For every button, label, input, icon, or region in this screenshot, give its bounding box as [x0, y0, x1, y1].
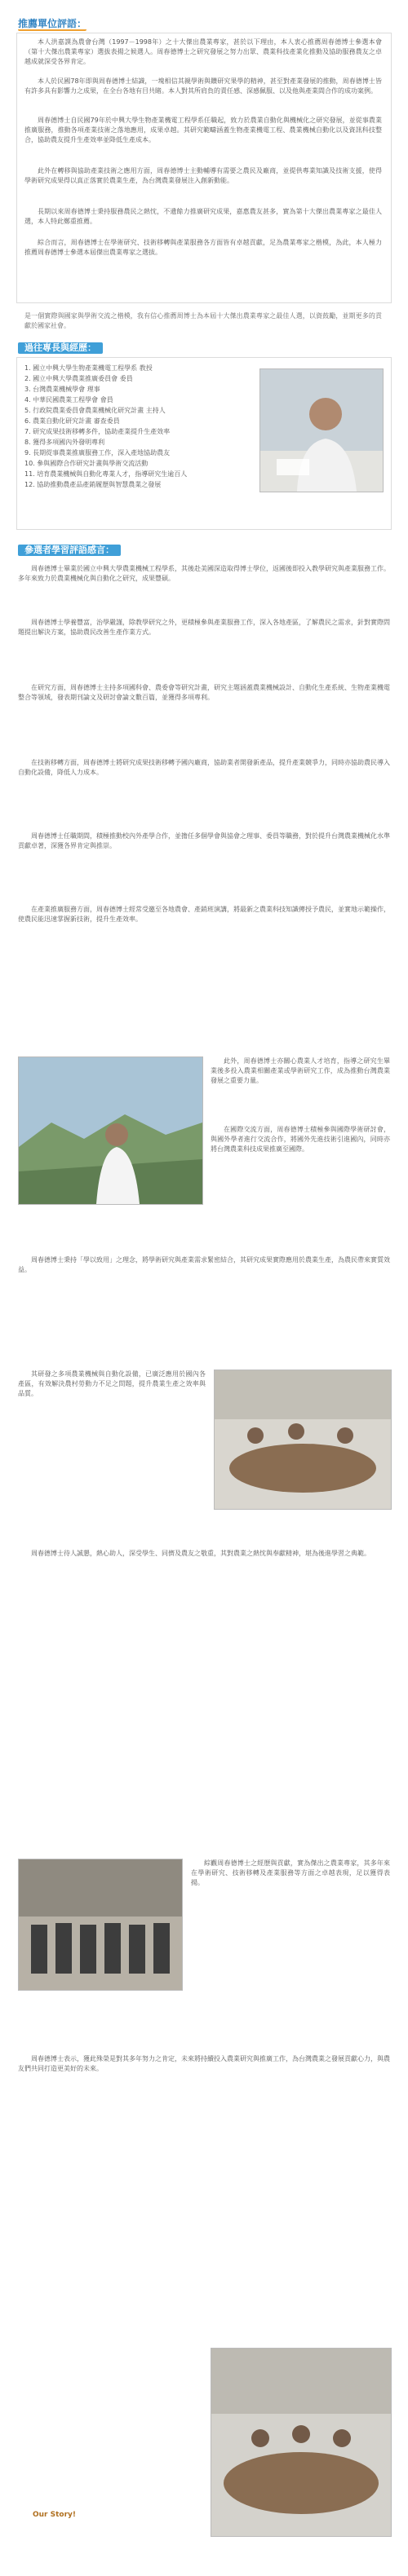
closing-quote: Our Story!	[33, 2511, 77, 2519]
experience-item: 1. 國立中興大學生物產業機電工程學系 教授	[24, 364, 153, 372]
recommendation-paragraph-1: 本人洪嘉謨為農會台灣（1997－1998年）之十大傑出農業專家，甚於以下理由，本人衷心推薦周春德博士參選本會（第十大傑出農業專家）選拔表揚之候選人。周春德博士之研究發展之努力出眾、農業科技產業化推動及協助服務農友之卓越成就深受各界肯定。	[24, 38, 382, 65]
meeting-photo-2	[211, 2348, 392, 2537]
recommendation-closing: 是一個實際與國家與學術交流之楷模，我有信心推薦周博士為本屆十大傑出農業專家之最佳人選，以資鼓勵，並期更多的貢獻於國家社會。	[24, 312, 382, 329]
outdoor-photo-image	[19, 1057, 202, 1204]
experience-item: 6. 農業自動化研究計畫 審查委員	[24, 417, 120, 425]
recommendation-paragraph-6: 綜合而言，周春德博士在學術研究、技術移轉與產業服務各方面皆有卓越貢獻，足為農業專家之楷模，為此，本人極力推薦周春德博士參選本屆傑出農業專家之選拔。	[24, 239, 382, 256]
portrait-photo-image	[260, 369, 383, 492]
experience-list	[24, 364, 245, 491]
profile-paragraph-4: 在技術移轉方面，周春德博士將研究成果技術移轉予國內廠商，協助業者開發新產品，提升產業競爭力，同時亦協助農民導入自動化設備，降低人力成本。	[18, 759, 390, 776]
experience-item: 2. 國立中興大學農業推廣委員會 委員	[24, 375, 133, 382]
outdoor-photo	[18, 1056, 203, 1205]
experience-item: 10. 參與國際合作研究計畫與學術交流活動	[24, 460, 149, 467]
experience-item: 11. 培育農業機械與自動化專業人才，指導研究生逾百人	[24, 470, 188, 478]
experience-item: 9. 長期從事農業推廣服務工作，深入產地協助農友	[24, 449, 171, 457]
meeting-photo-1	[214, 1370, 392, 1510]
experience-heading: 過往專長與經歷：	[18, 342, 103, 354]
experience-item: 3. 台灣農業機械學會 理事	[24, 386, 100, 393]
profile-paragraph-9: 周春德博士秉持「學以致用」之理念，將學術研究與產業需求緊密結合，其研究成果實際應用於農業生產，為農民帶來實質效益。	[18, 1256, 390, 1273]
profile-paragraph-12: 綜觀周春德博士之經歷與貢獻，實為傑出之農業專家，其多年來在學術研究、技術移轉及產業服務等方面之卓越表現，足以獲得表揚。	[191, 1859, 390, 1886]
meeting-photo-2-image	[211, 2349, 391, 2536]
recommendation-paragraph-4: 此外在轉移與協助產業技術之應用方面，周春德博士主動輔導有需要之農民及廠商，並提供專業知識及技術支援，使得學術研究成果得以真正落實於農業生產，為台灣農業發展注入創新動能。	[24, 167, 382, 184]
experience-item: 4. 中華民國農業工程學會 會員	[24, 396, 113, 404]
profile-paragraph-11: 周春德博士待人誠懇，熱心助人，深受學生、同儕及農友之敬重，其對農業之熱忱與奉獻精神，堪為後進學習之典範。	[31, 1550, 370, 1557]
profile-paragraph-2: 周春德博士學養豐富，治學嚴謹，除教學研究之外，更積極參與產業服務工作，深入各地產區，了解農民之需求，針對實際問題提出解決方案，協助農民改善生產作業方式。	[18, 619, 390, 636]
profile-paragraph-1: 周春德博士畢業於國立中興大學農業機械工程學系，其後赴美國深造取得博士學位，返國後即投入教學研究與產業服務工作。多年來致力於農業機械化與自動化之研究，成果豐碩。	[18, 565, 390, 582]
experience-item: 8. 獲得多項國內外發明專利	[24, 439, 105, 446]
group-photo-image	[19, 1859, 182, 1990]
profile-heading: 參選者學習評語感言：	[18, 545, 121, 556]
profile-paragraph-6: 在產業推廣服務方面，周春德博士經常受邀至各地農會、產銷班演講，將最新之農業科技知識傳授予農民，並實地示範操作，使農民能迅速掌握新技術，提升生產效率。	[18, 906, 390, 923]
profile-paragraph-10: 其研發之多項農業機械與自動化設備，已廣泛應用於國內各產區，有效解決農村勞動力不足之問題，提升農業生產之效率與品質。	[18, 1370, 206, 1397]
profile-paragraph-5: 周春德博士任職期間，積極推動校內外產學合作，並擔任多個學會與協會之理事、委員等職務，對於提升台灣農業機械化水準貢獻卓著，深獲各界肯定與推崇。	[18, 832, 390, 849]
recommendation-paragraph-2: 本人於民國78年即與周春德博士結識，一塊相信其親學術與鑽研究果學的精神，甚至對產業發展的推動，周春德博士皆有許多具有影響力之成果，在全台各地有目共睹。本人對其所肩負的責任感、深感佩服、以及他與產業間合作的成功案例。	[24, 77, 382, 95]
group-photo	[18, 1859, 183, 1991]
recommendation-paragraph-3: 周春德博士自民國79年於中興大學生物產業機電工程學系任職起，致力於農業自動化與機械化之研究發展，並從事農業推廣服務，推動各項產業技術之落地應用，成果卓越。其研究範疇涵蓋生物產業機電工程、農業機械自動化以及資訊科技整合，協助農友提升生產效率並降低生產成本。	[24, 117, 382, 143]
profile-paragraph-7: 此外，周春德博士亦關心農業人才培育，指導之研究生畢業後多投入農業相關產業或學術研究工作，成為推動台灣農業發展之重要力量。	[211, 1057, 390, 1084]
recommendation-paragraph-5: 長期以來周春德博士秉持服務農民之熱忱，不遺餘力推廣研究成果，嘉惠農友甚多，實為第十大傑出農業專家之最佳人選，本人特此鄭重推薦。	[24, 208, 382, 225]
profile-paragraph-3: 在研究方面，周春德博士主持多項國科會、農委會等研究計畫，研究主題涵蓋農業機械設計、自動化生產系統、生物產業機電整合等領域，發表期刊論文及研討會論文數百篇，並獲得多項專利。	[18, 684, 390, 701]
portrait-photo	[259, 368, 384, 492]
profile-paragraph-13: 周春德博士表示，獲此殊榮是對其多年努力之肯定，未來將持續投入農業研究與推廣工作，為台灣農業之發展貢獻心力，與農友們共同打造更美好的未來。	[18, 2055, 390, 2072]
experience-item: 7. 研究成果技術移轉多件，協助產業提升生產效率	[24, 428, 171, 435]
experience-item: 12. 協助推動農產品產銷履歷與智慧農業之發展	[24, 481, 162, 488]
recommendation-heading: 推薦單位評語：	[18, 18, 87, 29]
profile-paragraph-8: 在國際交流方面，周春德博士積極參與國際學術研討會，與國外學者進行交流合作，將國外先進技術引進國內，同時亦將台灣農業科技成果推廣至國際。	[211, 1126, 390, 1153]
experience-item: 5. 行政院農業委員會農業機械化研究計畫 主持人	[24, 407, 166, 414]
meeting-photo-1-image	[215, 1370, 391, 1509]
